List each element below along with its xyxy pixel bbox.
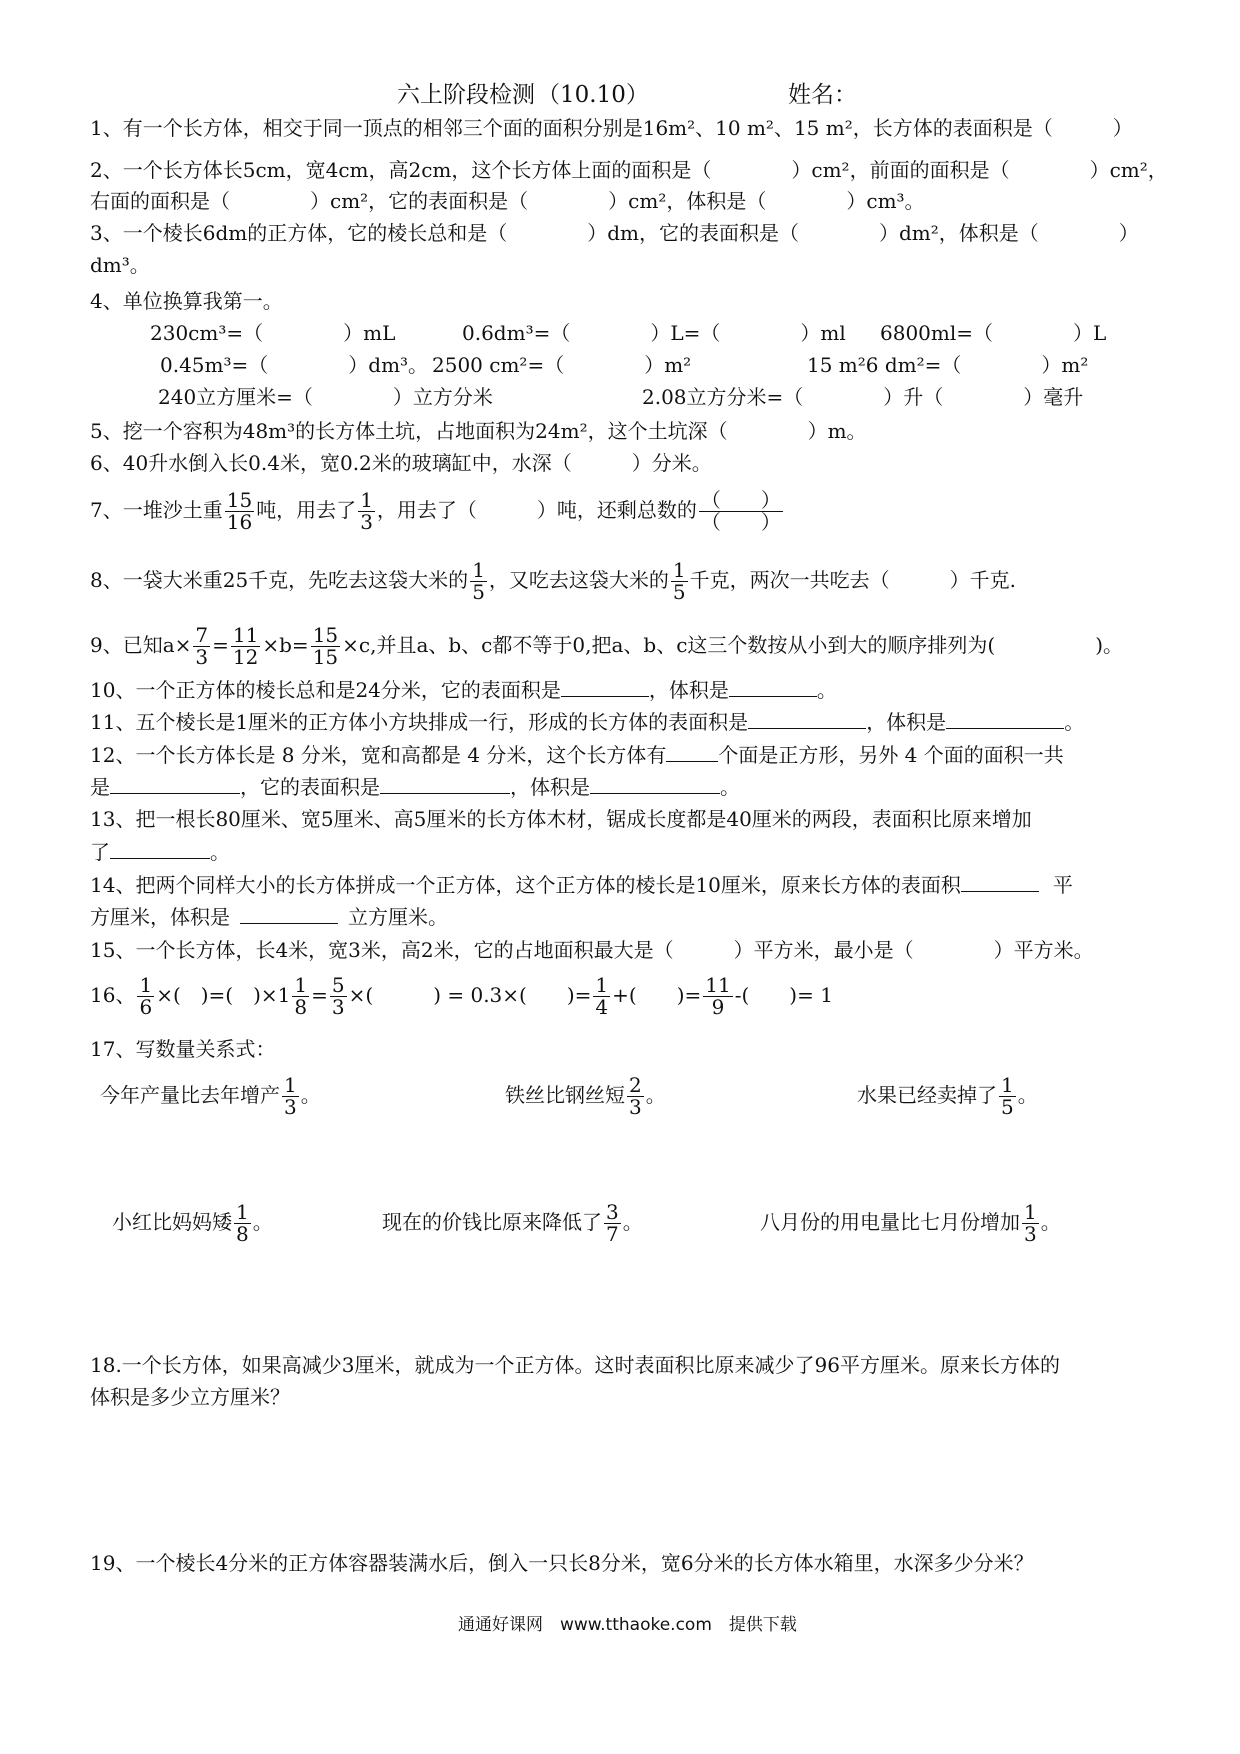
question-12-line-1: 12、一个长方体长是 8 分米，宽和高都是 4 分米，这个长方体有 个面是正方形，另外 4 个面的面积一共 bbox=[90, 743, 1064, 767]
fraction: $\frac{7}{3}$ bbox=[195, 623, 209, 669]
answer-blank bbox=[590, 773, 720, 794]
question-14-line-1: 14、把两个同样大小的长方体拼成一个正方体，这个正方体的棱长是10厘米，原来长方体的表面积 平 bbox=[90, 873, 1073, 897]
unit-conversion-3: 6800ml=（ ）L bbox=[880, 321, 1107, 345]
unit-conversion-8: 2.08立方分米=（ ）升（ ）毫升 bbox=[642, 385, 1084, 409]
question-19: 19、一个棱长4分米的正方体容器装满水后，倒入一只长8分米，宽6分米的长方体水箱里，水深多少分米？ bbox=[90, 1551, 1034, 1575]
fraction: $\frac{1}{5}$ bbox=[472, 558, 485, 604]
question-11: 11、五个棱长是1厘米的正方体小方块排成一行，形成的长方体的表面积是 ，体积是 。 bbox=[90, 710, 1085, 734]
question-10: 10、一个正方体的棱长总和是24分米，它的表面积是 ，体积是 。 bbox=[90, 678, 837, 702]
fraction: $\frac{3}{7}$ bbox=[606, 1200, 619, 1246]
question-18-line-2: 体积是多少立方厘米？ bbox=[90, 1385, 290, 1409]
unit-conversion-5: 2500 cm²=（ ）m² bbox=[432, 353, 692, 377]
name-label: 姓名： bbox=[788, 82, 857, 108]
unit-conversion-7: 240立方厘米=（ ）立方分米 bbox=[158, 385, 493, 409]
question-1: 1、有一个长方体，相交于同一顶点的相邻三个面的面积分别是16m²、10 m²、15 m²，长方体的表面积是（ ） bbox=[90, 116, 1133, 140]
fraction: $\frac{11}{12}$ bbox=[232, 623, 259, 669]
page-title: 六上阶段检测 bbox=[397, 82, 535, 108]
question-14-line-2: 方厘米，体积是 立方厘米。 bbox=[90, 905, 448, 929]
fraction: $\frac{1}{5}$ bbox=[1001, 1073, 1014, 1119]
relation-item: 水果已经卖掉了 $\frac{1}{5}$ 。 bbox=[857, 1073, 1038, 1119]
relation-item: 今年产量比去年增产 $\frac{1}{3}$ 。 bbox=[100, 1073, 321, 1119]
answer-blank bbox=[240, 903, 338, 924]
fraction: $\frac{1}{5}$ bbox=[672, 558, 686, 604]
fraction-blank: （ ） （ ） bbox=[700, 488, 781, 534]
question-2-line-1: 2、一个长方体长5cm，宽4cm，高2cm，这个长方体上面的面积是（ ）cm²，前面的面积是（ ）cm²， bbox=[90, 158, 1168, 182]
unit-conversion-6: 15 m²6 dm²=（ ）m² bbox=[807, 353, 1089, 377]
fraction: $\frac{1}{3}$ bbox=[1024, 1200, 1037, 1246]
answer-blank bbox=[748, 708, 866, 729]
fraction: $\frac{11}{9}$ bbox=[705, 973, 731, 1019]
question-17: 17、写数量关系式： bbox=[90, 1037, 276, 1061]
question-3-line-1: 3、一个棱长6dm的正方体，它的棱长总和是（ ）dm，它的表面积是（ ）dm²，体积是（ ） bbox=[90, 221, 1139, 245]
question-8: 8、一袋大米重25千克，先吃去这袋大米的 $\frac{1}{5}$ ，又吃去这袋大米的 $\frac{1}{5}$ 千克，两次一共吃去（ ）千克. bbox=[90, 558, 1017, 604]
fraction: $\frac{1}{3}$ bbox=[284, 1073, 297, 1119]
question-5: 5、挖一个容积为48m³的长方体土坑，占地面积为24m²，这个土坑深（ ）m。 bbox=[90, 419, 867, 443]
unit-conversion-2: 0.6dm³=（ ）L=（ ）ml bbox=[462, 321, 846, 345]
answer-blank bbox=[380, 773, 510, 794]
unit-conversion-4: 0.45m³=（ ）dm³。 bbox=[160, 353, 429, 377]
fraction: $\frac{15}{16}$ bbox=[226, 488, 253, 534]
exam-date: （10.10） bbox=[537, 82, 649, 108]
question-7: 7、一堆沙土重 $\frac{15}{16}$ 吨，用去了 $\frac{1}{3}$ ，用去了（ ）吨，还剩总数的 （ ） （ ） bbox=[90, 488, 781, 534]
relation-item: 八月份的用电量比七月份增加 $\frac{1}{3}$ 。 bbox=[760, 1200, 1061, 1246]
fraction: $\frac{2}{3}$ bbox=[629, 1073, 642, 1119]
answer-blank bbox=[110, 838, 210, 859]
unit-conversion-1: 230cm³=（ ）mL bbox=[150, 321, 396, 345]
relation-item: 小红比妈妈矮 $\frac{1}{8}$ 。 bbox=[112, 1200, 273, 1246]
question-4: 4、单位换算我第一。 bbox=[90, 289, 283, 313]
fraction: $\frac{15}{15}$ bbox=[312, 623, 339, 669]
question-16: 16、 $\frac{1}{6}$ ×( )=( )×1 $\frac{1}{8}$ = $\frac{5}{3}$ ×( ) = 0.3×( )= $\frac{1}{4}$ +( )= $\frac{11}{9}$ -( )= 1 bbox=[90, 973, 833, 1019]
question-12-line-2: 是 ，它的表面积是 ，体积是 。 bbox=[90, 775, 740, 799]
question-13-line-2: 了 。 bbox=[90, 840, 230, 864]
footer-credit: 通通好课网 www.tthaoke.com 提供下载 bbox=[458, 1615, 797, 1635]
answer-blank bbox=[729, 676, 817, 697]
question-3-line-2: dm³。 bbox=[90, 253, 150, 277]
fraction: $\frac{1}{6}$ bbox=[139, 973, 153, 1019]
answer-blank bbox=[961, 871, 1039, 892]
fraction: $\frac{1}{8}$ bbox=[294, 973, 308, 1019]
question-2-line-2: 右面的面积是（ ）cm²，它的表面积是（ ）cm²，体积是（ ）cm³。 bbox=[90, 189, 925, 213]
fraction: $\frac{1}{4}$ bbox=[595, 973, 609, 1019]
answer-blank bbox=[110, 773, 240, 794]
fraction: $\frac{1}{3}$ bbox=[360, 488, 373, 534]
answer-blank bbox=[666, 741, 718, 762]
relation-item: 现在的价钱比原来降低了 $\frac{3}{7}$ 。 bbox=[382, 1200, 643, 1246]
relation-item: 铁丝比钢丝短 $\frac{2}{3}$ 。 bbox=[505, 1073, 666, 1119]
answer-blank bbox=[946, 708, 1064, 729]
fraction: $\frac{1}{8}$ bbox=[236, 1200, 249, 1246]
question-15: 15、一个长方体，长4米，宽3米，高2米，它的占地面积最大是（ ）平方米，最小是（ ）平方米。 bbox=[90, 938, 1094, 962]
question-6: 6、40升水倒入长0.4米，宽0.2米的玻璃缸中，水深（ ）分米。 bbox=[90, 451, 712, 475]
question-18-line-1: 18.一个长方体，如果高减少3厘米，就成为一个正方体。这时表面积比原来减少了96平方厘米。原来长方体的 bbox=[90, 1353, 1060, 1377]
question-13-line-1: 13、把一根长80厘米、宽5厘米、高5厘米的长方体木材，锯成长度都是40厘米的两段，表面积比原来增加 bbox=[90, 807, 1032, 831]
question-9: 9、已知a× $\frac{7}{3}$ = $\frac{11}{12}$ ×b= $\frac{15}{15}$ ×c,并且a、b、c都不等于0,把a、b、c这三个数按从小到大的顺序排列为( )。 bbox=[90, 623, 1123, 669]
answer-blank bbox=[561, 676, 649, 697]
fraction: $\frac{5}{3}$ bbox=[331, 973, 345, 1019]
